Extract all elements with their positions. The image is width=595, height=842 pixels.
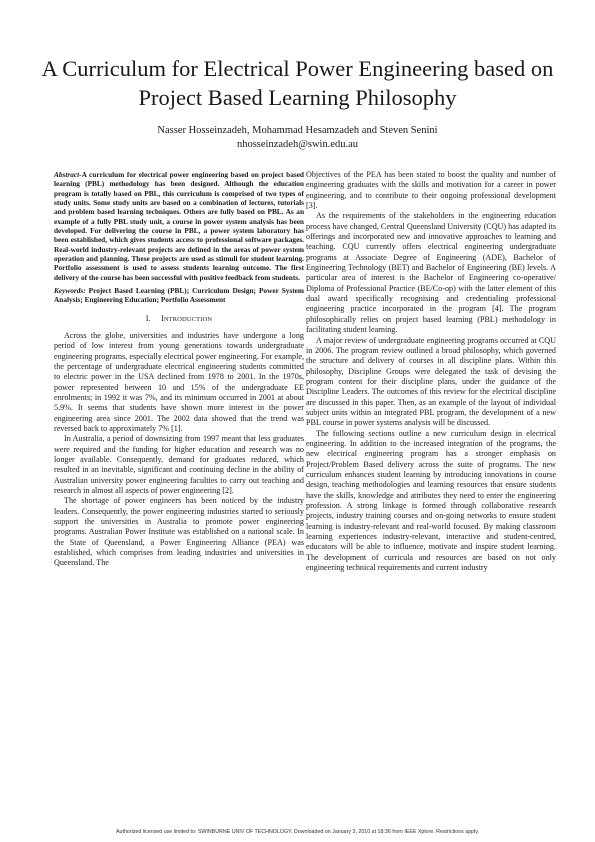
- abstract: [54, 170, 304, 282]
- body-paragraph: The following sections outline a new curriculum design in electrical engineering. In addition to the increased integration of the programs, the new electrical engineering program has a stronger emphasis on Project/Problem Based delivery across the suite of programs. The new curriculum enhances student learning by introducing innovations in course design, teaching methodologies and learning resources that ensure students have the skills, knowledge and attributes they need to enter the engineering profession. A strong linkage is formed through collaborative research projects, industry training courses and on-going networks to ensure student learning is industry-relevant and real-world focused. By making classroom learning experiences industry-relevant, interactive and student-centred, educators will be able to influence, motivate and inspire student learning. The development of curricula and resources are based on not only engineering technical requirements and current industry: [306, 428, 556, 573]
- paper-title: A Curriculum for Electrical Power Engineering based on Project Based Learning Philosophy: [41, 56, 554, 110]
- section-title-initial: I: [160, 313, 164, 323]
- right-column: [306, 170, 556, 573]
- body-paragraph: Across the globe, universities and industries have undergone a long period of low interest from young generations towards undergraduate engineering programs, especially electrical power engineering. For example, the percentage of undergraduate electrical engineering students committed to electric power in the USA declined from 1978 to 2001. In the 1970s, power represented between 10 and 15% of the undergraduate EE enrolments; in 1992 it was 7%, and its minimum occurred in 2001 at about 5.9%. It seems that students have shown more interest in the power engineering area since 2001. The 2002 data showed that the trend was reversed back to approximately 7% [1].: [54, 330, 304, 433]
- author-list: Nasser Hosseinzadeh, Mohammad Hesamzadeh and Steven Senini: [157, 125, 438, 136]
- keywords-lead: Keywords:: [54, 286, 86, 296]
- body-paragraph: A major review of undergraduate engineering programs occurred at CQU in 2006. The program review outlined a broad philosophy, which governed the structure and delivery of courses in all discipline plans. Within this philosophy, Discipline Groups were delegated the task of devising the program content for their discipline plans, under the guidance of the Discipline Leaders. The outcomes of this review for the electrical discipline are discussed in this paper. Then, as an example of the layout of individual subject units within an integrated PBL program, the development of a new PBL course in power systems analysis will be discussed.: [306, 335, 556, 428]
- section-heading-introduction: [54, 314, 304, 325]
- body-paragraph: The shortage of power engineers has been noticed by the industry leaders. Consequently, the power engineering industries started to seriously support the universities in Australia to promote power engineering programs. Australian Power Institute was established on a national scale. In the State of Queensland, a Power Engineering Alliance (PEA) was established, which comprises from leading industries and universities in Queensland. The: [54, 496, 304, 568]
- body-paragraph: As the requirements of the stakeholders in the engineering education process have changed, Central Queensland University (CQU) has adapted its offerings and incorporated new and innovative approaches to learning and teaching. CQU currently offers electrical engineering undergraduate programs at Associate Degree of Engineering (ADE), Bachelor of Engineering Technology (BET) and Bachelor of Engineering (BE) levels. A particular area of interest is the Bachelor of Engineering co-operative/ Diploma of Professional Practice (BE/Co-op) with the latter element of this dual award specifically recognising and credentialing professional engineering practice incorporated in the program [4]. The program philosophically relies on project based learning (PBL) methodology in facilitating student learning.: [306, 211, 556, 335]
- author-email: nhosseinzadeh@swin.edu.au: [236, 139, 359, 150]
- section-title-rest: NTRODUCTION: [163, 315, 213, 323]
- keywords: [54, 286, 304, 305]
- keywords-text: Project Based Learning (PBL); Curriculum Design; Power System Analysis; Engineering Education; Portfolio Assessment: [54, 286, 304, 305]
- abstract-lead: Abstract-: [54, 170, 82, 179]
- abstract-text: A curriculum for electrical power engineering based on project based learning (PBL) methodology has been designed. Although the education program is totally based on PBL, this curriculum is comprised of two types of study units. Some study units are based on a combination of lectures, tutorials and problem based learning techniques. Others are fully based on PBL. As an example of a fully PBL study unit, a course in power system analysis has been developed. For delivering the course in PBL, a power system laboratory has been established, which gives students access to professional software packages. Real-world industry-relevant projects are defined in the areas of power system operation and planning. These projects are used as stimuli for student learning. Portfolio assessment is used to assess students learning outcome. The first delivery of the course has been successful with positive feedback from students.: [54, 170, 304, 282]
- license-footer: Authorized licensed use limited to: SWINBURNE UNIV OF TECHNOLOGY. Downloaded on January 3, 2010 at 18:36 from IEEE Xplore. Restrictions apply.: [116, 829, 479, 835]
- body-paragraph: Objectives of the PEA has been stated to boost the quality and number of engineering graduates with the skills and motivation for a career in power engineering, and to contribute to their ongoing professional development [3].: [306, 170, 556, 211]
- section-number: I.: [145, 313, 151, 323]
- body-paragraph: In Australia, a period of downsizing from 1997 meant that less graduates were required and the funding for higher education and research was no longer available. Consequently, demand for graduates reduced, which resulted in an inevitable, significant and continuing decline in the ability of Australian university power engineering faculties to carry out teaching and research in almost all aspects of power engineering [2].: [54, 434, 304, 495]
- left-column: [54, 170, 304, 569]
